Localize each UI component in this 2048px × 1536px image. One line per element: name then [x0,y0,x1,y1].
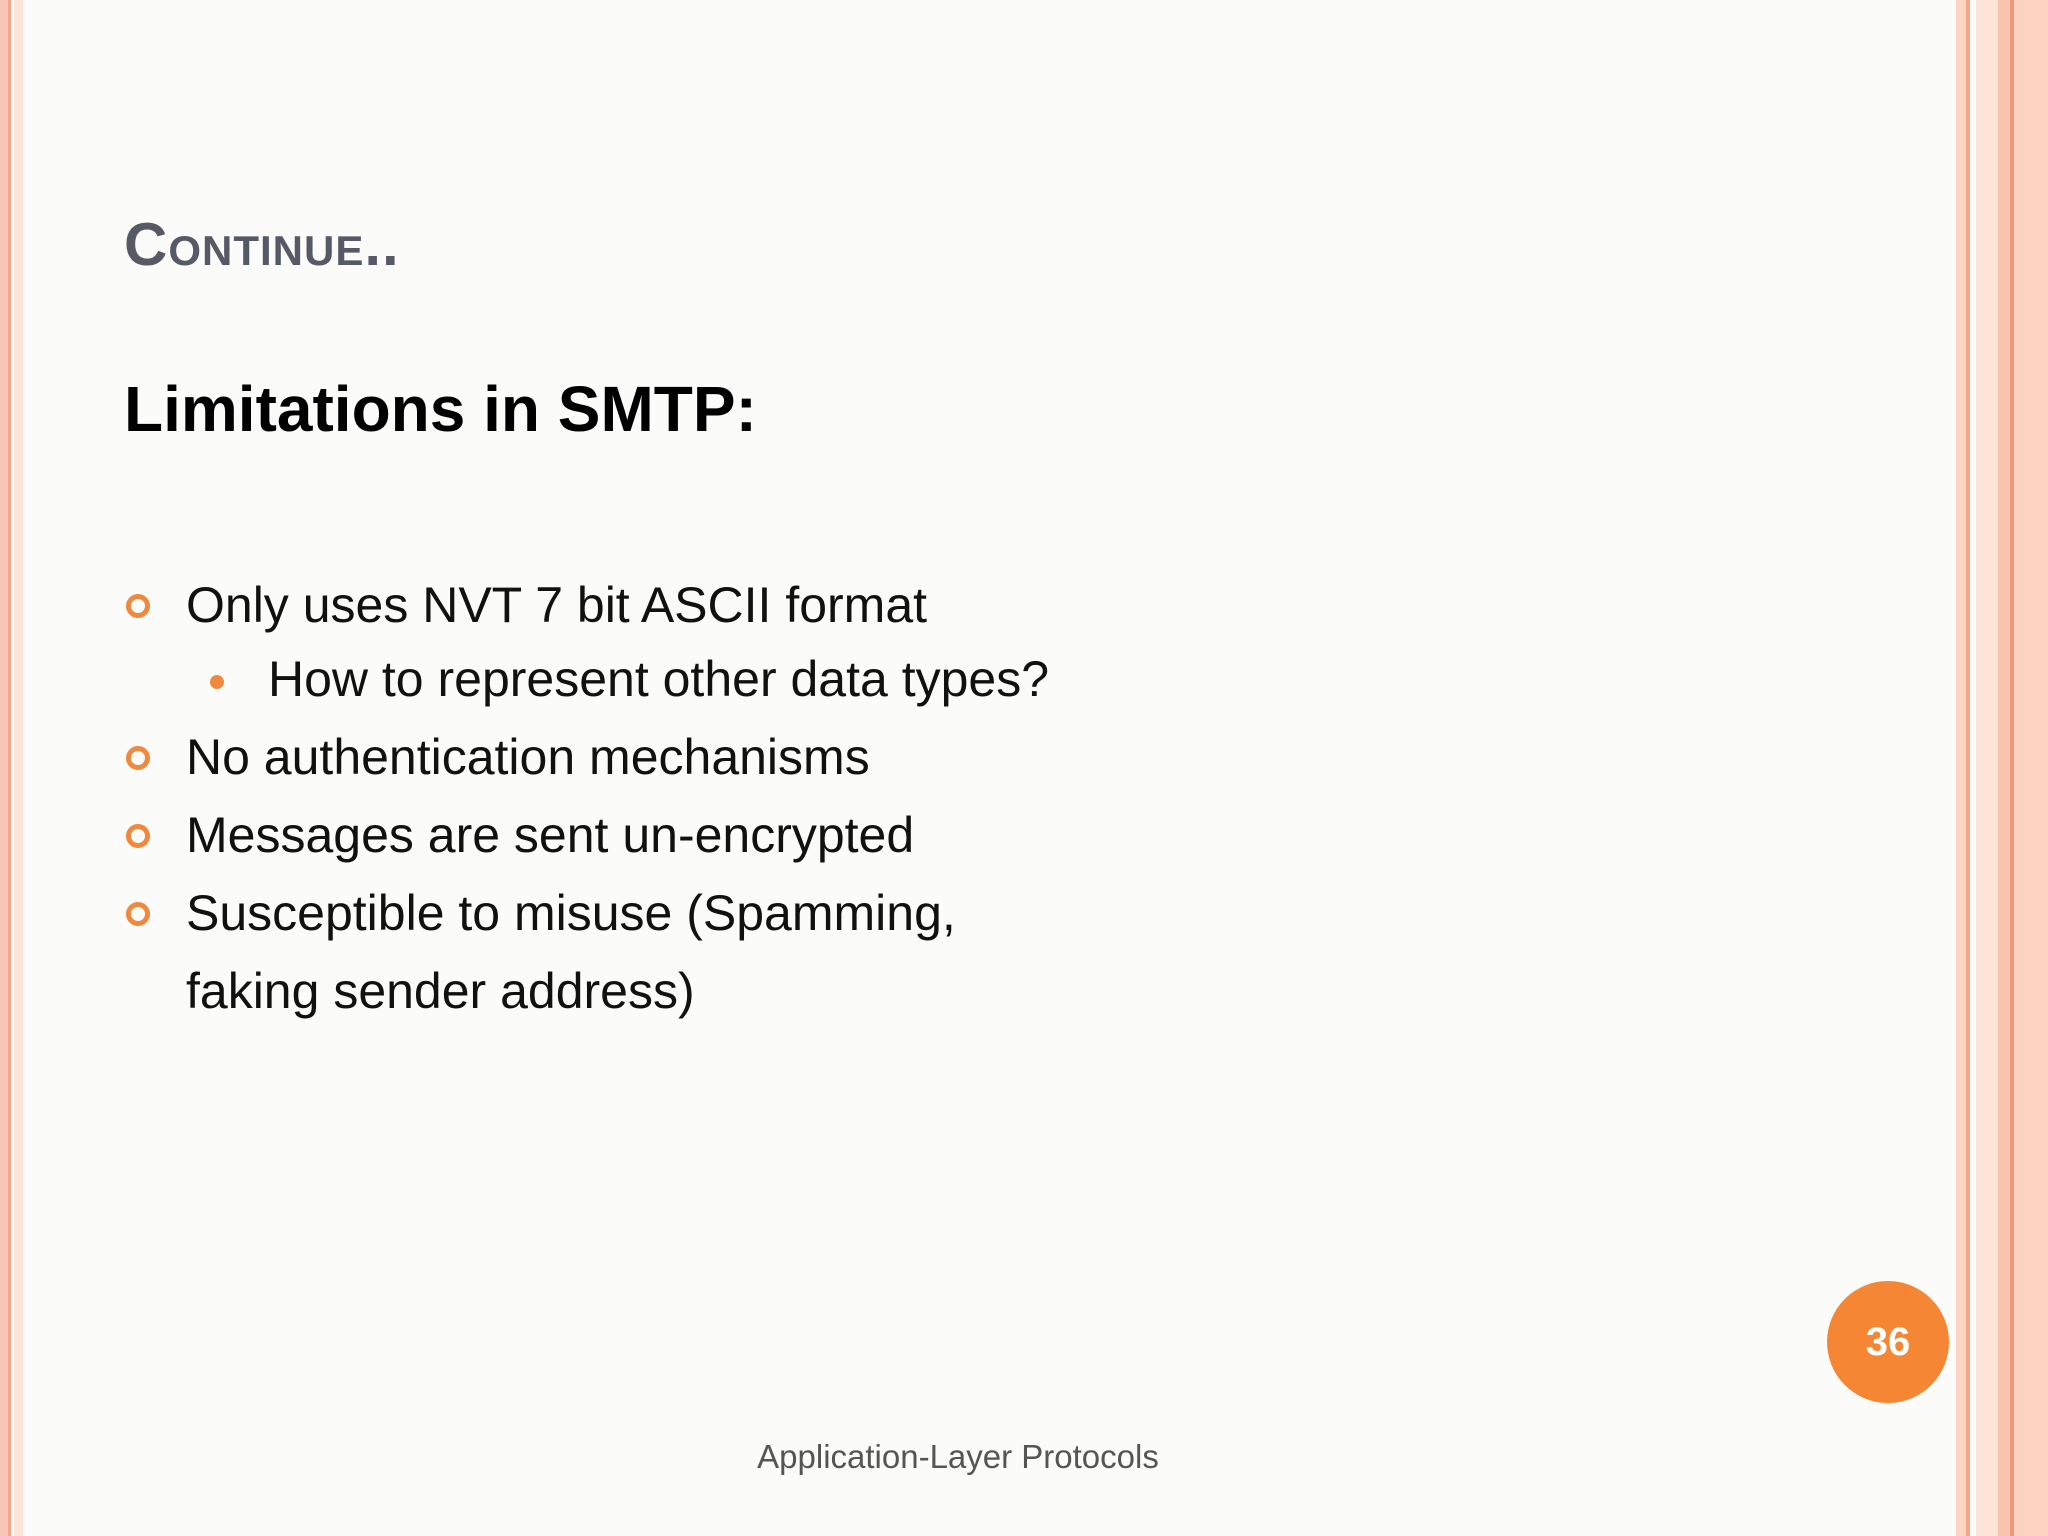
left-border-line [8,0,11,1536]
right-border-stripe [1956,0,1966,1536]
slide-subtitle: Limitations in SMTP: [124,373,757,445]
sub-bullet-text: How to represent other data types? [268,651,1050,707]
dot-bullet-icon [210,675,224,689]
bullet-text: Messages are sent un-encrypted [186,807,915,863]
left-border-stripe [0,0,8,1536]
page-number: 36 [1865,1319,1911,1364]
bullet-text: faking sender address) [186,963,695,1019]
sub-bullet-item [124,640,1624,718]
slide-footer: Application-Layer Protocols [757,1438,1159,1475]
slide-title: Continue.. [124,211,400,278]
ring-bullet-icon [126,746,150,770]
right-border-stripe-outer [1998,0,2010,1536]
right-border-band [1976,0,1998,1536]
bullet-list [124,566,1624,1030]
bullet-continuation [124,952,1624,1030]
bullet-text: Susceptible to misuse (Spamming, [186,885,956,941]
left-border-band [14,0,23,1536]
bullet-item [124,566,1624,644]
bullet-text: Only uses NVT 7 bit ASCII format [186,577,928,633]
ring-bullet-icon [126,594,150,618]
bullet-text: No authentication mechanisms [186,729,870,785]
bullet-item [124,874,1624,952]
right-border-band-outer [2014,0,2048,1536]
bullet-item [124,796,1624,874]
ring-bullet-icon [126,902,150,926]
right-border-line [1966,0,1970,1536]
bullet-item [124,718,1624,796]
ring-bullet-icon [126,824,150,848]
page-number-badge [1827,1281,1949,1403]
